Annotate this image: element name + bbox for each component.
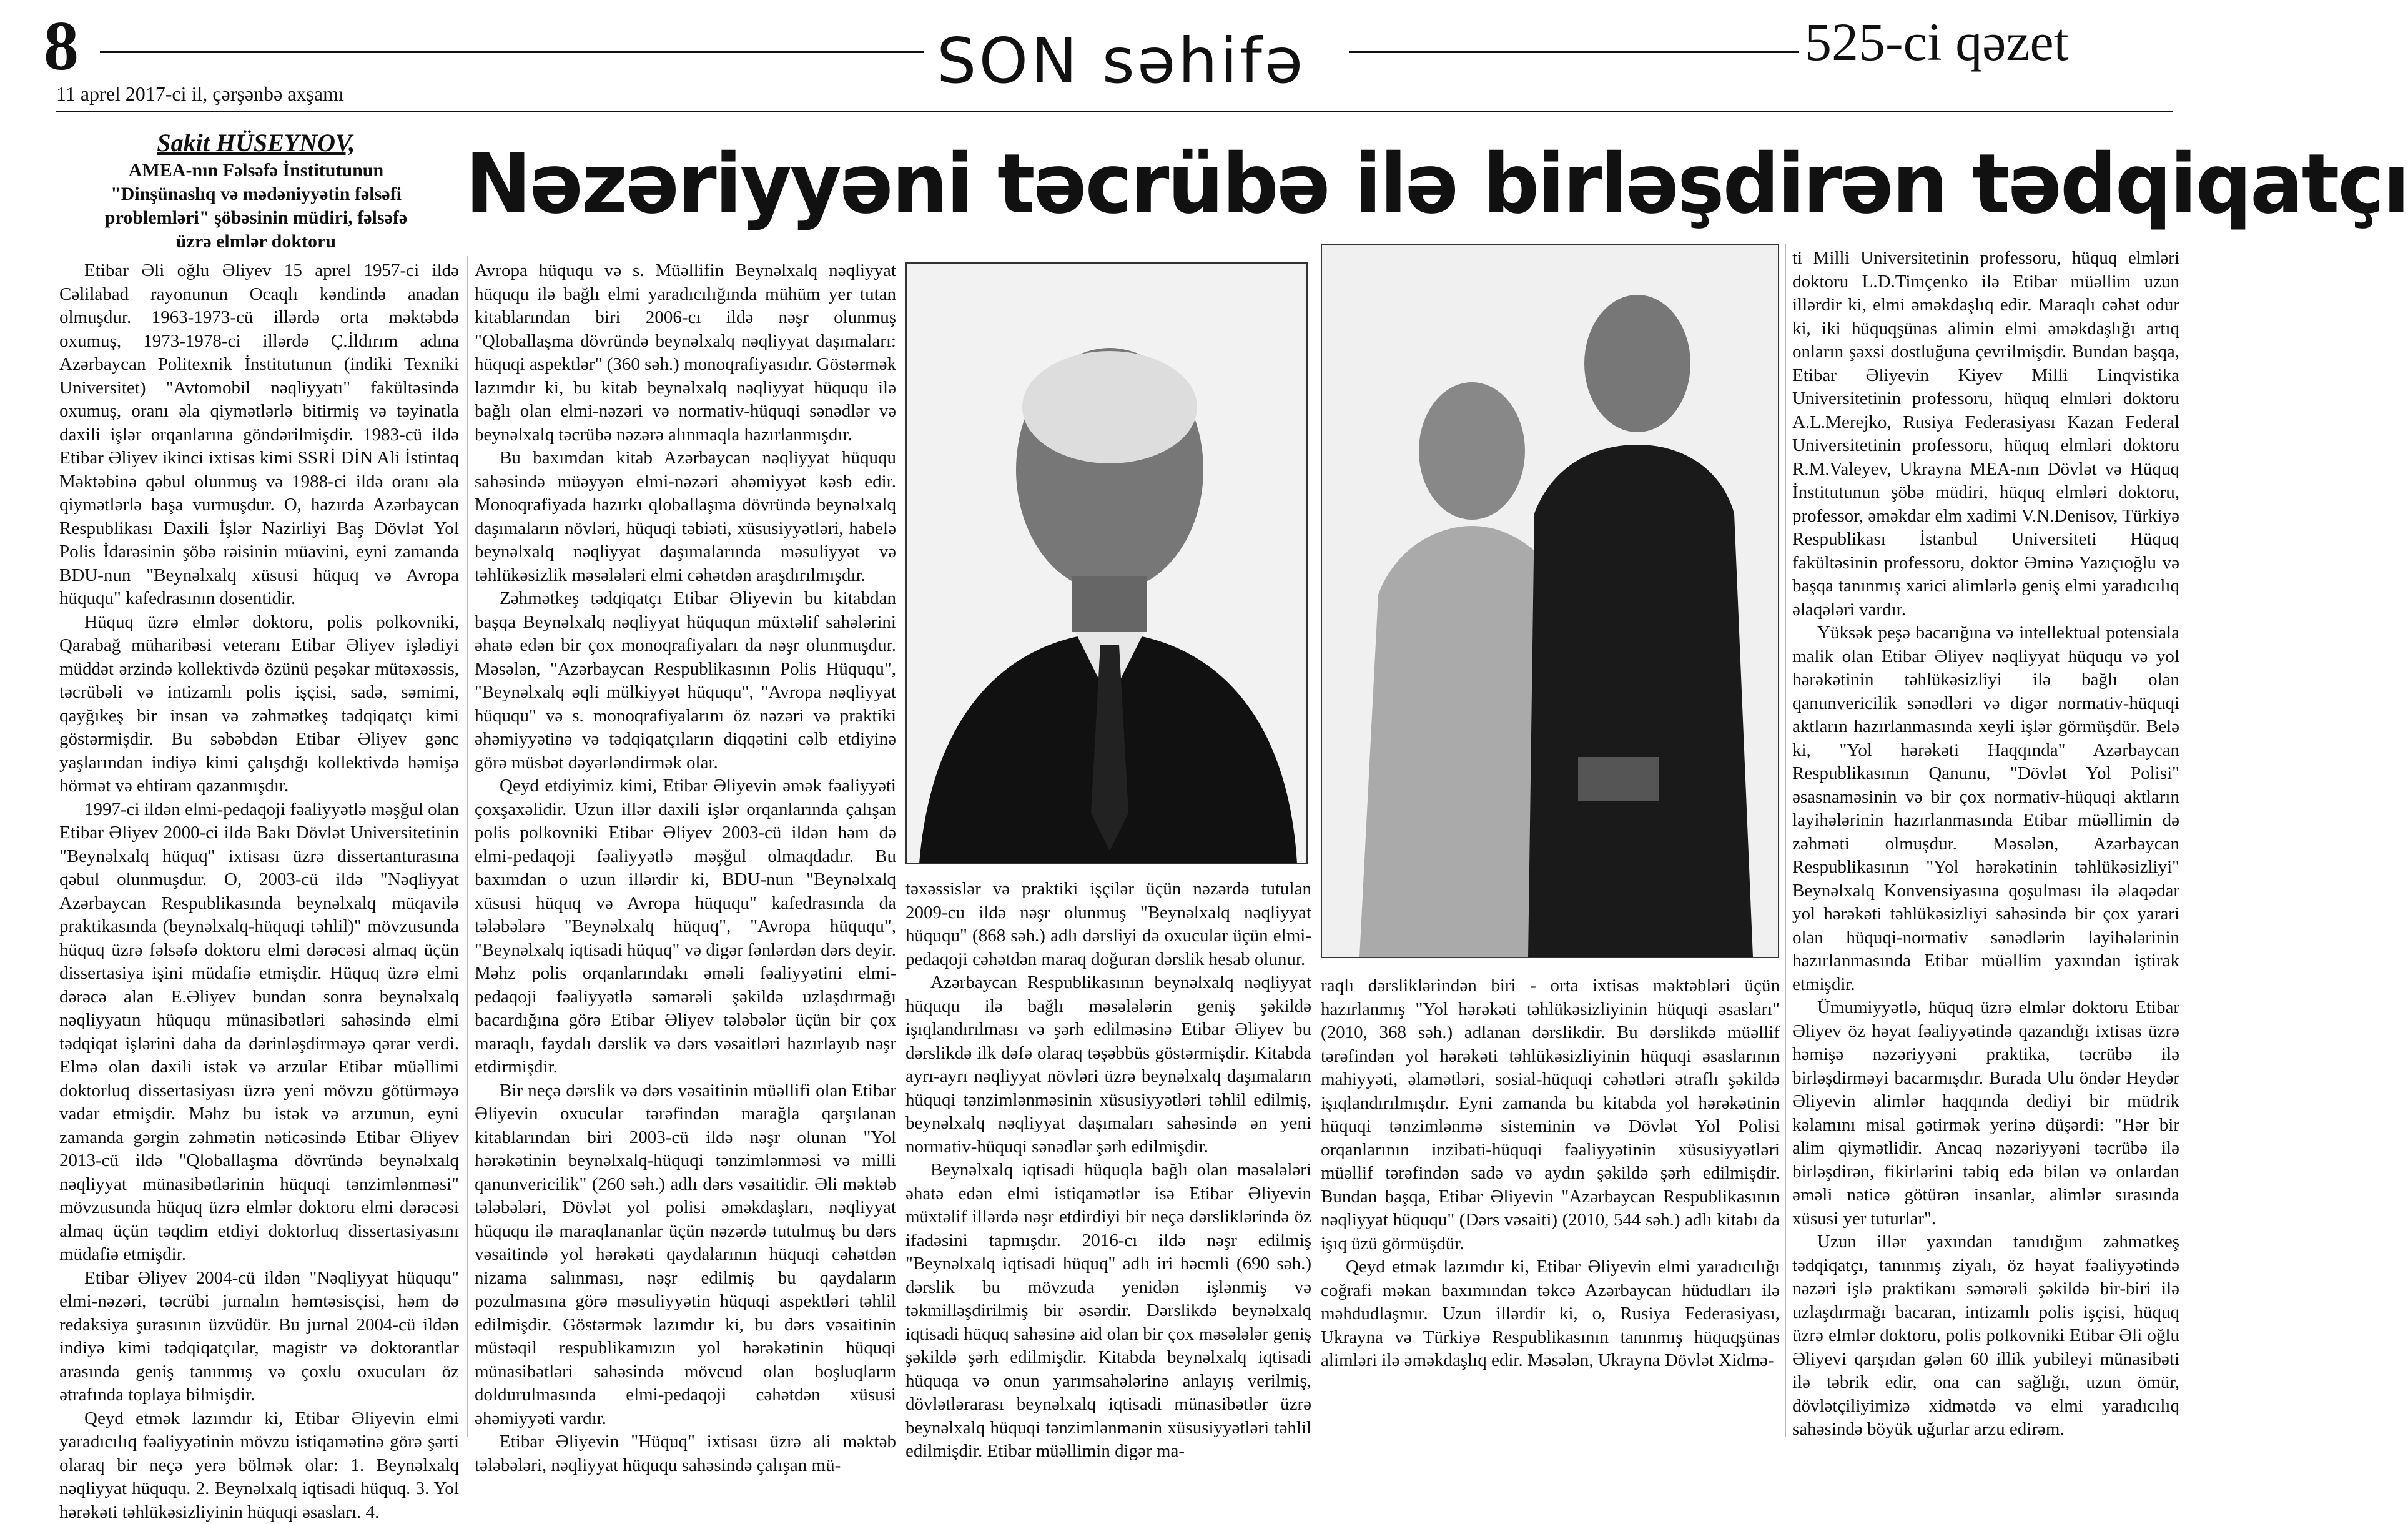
paragraph: Qeyd etmək lazımdır ki, Etibar Əliyevin elmi yaradıcılıq fəaliyyətinin mövzu istiqamətinə görə şərti olaraq bir neçə yerə bölmək olar: 1. Beynəlxalq nəqliyyat hüququ. 2. Beynəlxalq iqtisadi hüquq. 3. Yol hərəkəti təhlükəsizliyinin hüquqi əsasları. 4. [59, 1407, 459, 1524]
portrait-image [907, 264, 1306, 863]
column-divider [467, 256, 468, 1437]
paragraph: raqlı dərsliklərindən biri - orta ixtisas məktəbləri üçün hazırlanmış "Yol hərəkəti təhlükəsizliyinin hüquqi əsasları" (2010, 368 səh.) adlanan dərslikdir. Bu dərslikdə müəllif tərəfindən yol hərəkəti təhlükəsizliyinin hüquqi əsaslarının mahiyyəti, əlamətləri, sosial-hüquqi cəhətləri ətraflı şəkildə işıqlandırılmışdır. Eyni zamanda bu kitabda yol hərəkətinin hüquqi tənzimlənmə sisteminin və Dövlət Yol Polisi orqanlarının inzibati-hüquqi fəaliyyətinin xüsusiyyətləri müəllif tərəfindən sadə və aydın şəkildə şərh edilmişdir. Bundan başqa, Etibar Əliyevin "Azərbaycan Respublikasının nəqliyyat hüququ" (Dərs vəsaiti) (2010, 544 səh.) adlı kitabı da işıq üzü görmüşdür. [1321, 974, 1780, 1255]
page-number: 8 [44, 11, 79, 81]
header-rule [56, 111, 2173, 112]
paragraph: Etibar Əli oğlu Əliyev 15 aprel 1957-ci ildə Cəlilabad rayonunun Ocaqlı kəndində anadan olmuşdur. 1963-1973-cü illərdə orta məktəbdə oxumuş, 1973-1978-ci illərdə Ç.İldırım adına Azərbaycan Politexnik İnstitutunun (indiki Texniki Universitet) "Avtomobil nəqliyyatı" fakültəsində oxumuş, oranı əla qiymətlərlə bitirmiş və təyinatla daxili işlər orqanlarına göndərilmişdir. 1983-cü ildə Etibar Əliyev ikinci ixtisas kimi SSRİ DİN Ali İstintaq Məktəbinə qəbul olunmuş və 1988-ci ildə oranı əla qiymətlərlə başa vurmuşdur. O, hazırda Azərbaycan Respublikası Daxili İşlər Nazirliyi Baş Dövlət Yol Polis İdarəsinin şöbə rəisinin müavini, eyni zamanda BDU-nun "Beynəlxalq xüsusi hüquq və Avropa hüququ" kafedrasının dosentidir. [59, 259, 459, 611]
paragraph: Bu baxımdan kitab Azərbaycan nəqliyyat hüququ sahəsində müəyyən elmi-nəzəri əhəmiyyət kəsb edir. Monoqrafiyada hazırkı qloballaşma dövründə beynəlxalq daşımaların növləri, hüquqi təbiəti, xüsusiyyətləri, habelə beynəlxalq nəqliyyat daşımalarında məsuliyyət və təhlükəsizlik məsələləri elmi cəhətdən araşdırılmışdır. [475, 447, 896, 587]
paragraph: ti Milli Universitetinin professoru, hüquq elmləri doktoru L.D.Timçenko ilə Etibar müəllim uzun illərdir ki, elmi əməkdaşlıq edir. Maraqlı cəhət odur ki, iki hüquqşünas alimin elmi əməkdaşlığı artıq onların şəxsi dostluğuna çevrilmişdir. Bundan başqa, Etibar Əliyevin Kiyev Milli Linqvistika Universitetinin professoru, hüquq elmləri doktoru A.L.Merejko, Rusiya Federasiyası Kazan Federal Universitetinin professoru, hüquq elmləri doktoru R.M.Valeyev, Ukrayna MEA-nın Dövlət və Hüquq İnstitutunun şöbə müdiri, hüquq elmləri doktoru, professor, əməkdar elm xadimi V.N.Denisov, Türkiyə Respublikası İstanbul Universiteti Hüquq fakültəsinin professoru, doktor Əminə Yazıçıoğlu və başqa tanınmış xarici alimlərlə geniş elmi yaradıcılıq əlaqələri vardır. [1792, 247, 2179, 621]
masthead-rule-left [100, 51, 924, 53]
paragraph: Bir neçə dərslik və dərs vəsaitinin müəllifi olan Etibar Əliyevin oxucular tərəfindən marağla qarşılanan kitablarından biri 2003-cü ildə nəşr olunan "Yol hərəkətinin beynəlxalq-hüquqi tənzimlənməsi və milli qanunvericilik" (260 səh.) adlı dərs vəsaitidir. Əli məktəb tələbələri, Dövlət yol polisi əməkdaşları, nəqliyyat hüququ ilə maraqlananlar üçün nəzərdə tutulmuş bu dərs vəsaitində yol hərəkəti qaydalarının hüquqi cəhətdən nizama salınması, nəşr edilmiş bu qaydaların pozulmasına görə məsuliyyətin hüquqi aspektləri təhlil edilmişdir. Göstərmək lazımdır ki, bu dərs vəsaitinin müstəqil respublikamızın yol hərəkətinin hüquqi münasibətləri sahəsində mövcud olan boşluqların doldurulmasında elmi-pedaqoji cəhətdən xüsusi əhəmiyyəti vardır. [475, 1079, 896, 1431]
paragraph: Avropa hüququ və s. Müəllifin Beynəlxalq nəqliyyat hüququ ilə bağlı elmi yaradıcılığında mühüm yer tutan kitablarından biri 2006-cı ildə nəşr olunmuş "Qloballaşma dövründə beynəlxalq nəqliyyat daşımaları: hüquqi aspektlər" (360 səh.) monoqrafiyasıdır. Göstərmək lazımdır ki, bu kitab beynəlxalq nəqliyyat hüququ ilə bağlı olan elmi-nəzəri və normativ-hüquqi sənədlər və beynəlxalq təcrübə nəzərə alınmaqla hazırlanmışdır. [475, 259, 896, 447]
byline [94, 131, 418, 254]
paragraph: Azərbaycan Respublikasının beynəlxalq nəqliyyat hüququ ilə bağlı məsələlərin geniş şəkildə işıqlandırılması və şərh edilməsinə Etibar Əliyev bu dərslikdə ilk dəfə olaraq təşəbbüs göstərmişdir. Kitabda ayrı-ayrı nəqliyyat növləri üzrə beynəlxalq daşımaların hüquqi tənzimlənməsinin xüsusiyyətləri təhlil edilmiş, beynəlxalq nəqliyyat daşımaları sahəsində ən yeni normativ-hüquqi sənədlər şərh edilmişdir. [905, 971, 1311, 1159]
paragraph: Zəhmətkeş tədqiqatçı Etibar Əliyevin bu kitabdan başqa Beynəlxalq nəqliyyat hüququn müxtəlif sahələrini əhatə edən bir çox monoqrafiyaları da nəşr olunmuşdur. Məsələn, "Azərbaycan Respublikasının Polis Hüququ", "Beynəlxalq əqli mülkiyyət hüququ", "Avropa nəqliyyat hüququ" və s. monoqrafiyalarını öz nəzəri və praktiki əhəmiyyətinə və tədqiqatçıların diqqətini cəlb etdiyinə görə müsbət dəyərləndirmək olar. [475, 587, 896, 774]
paragraph: Hüquq üzrə elmlər doktoru, polis polkovniki, Qarabağ müharibəsi veteranı Etibar Əliyev işlədiyi müddət ərzində kollektivdə özünü peşəkar mütəxəssis, təcrübəli və intizamlı polis işçisi, sadə, səmimi, qayğıkeş bir insan və zəhmətkeş tədqiqatçı kimi göstərmişdir. Bu səbəbdən Etibar Əliyev gənc yaşlarından indiyə kimi çalışdığı kollektivdə həmişə hörmət və ehtiram qazanmışdır. [59, 611, 459, 798]
section-title: SON səhifə [937, 30, 1305, 92]
paragraph: Beynəlxalq iqtisadi hüquqla bağlı olan məsələləri əhatə edən elmi istiqamətlər isə Etibar Əliyevin müxtəlif illərdə nəşr etdirdiyi bir neçə dərsliklərində öz ifadəsini tapmışdır. 2016-cı ildə nəşr edilmiş "Beynəlxalq iqtisadi hüquq" adlı iri həcmli (690 səh.) dərslik bu mövzuda yenidən işlənmiş və təkmilləşdirilmiş bir əsərdir. Dərslikdə beynəlxalq iqtisadi hüquq sahəsinə aid olan bir çox məsələlər geniş şəkildə şərh edilmişdir. Kitabda beynəlxalq iqtisadi hüquqa və onun yarımsahələrinə anlayış verilmiş, dövlətlərarası beynəlxalq iqtisadi münasibətlər üzrə beynəlxalq hüquqi tənzimlənmənin xüsusiyyətləri təhlil edilmişdir. Etibar müəllimin digər ma- [905, 1159, 1311, 1463]
column-divider [1785, 244, 1786, 1437]
article-column-2 [475, 259, 896, 1477]
paragraph: Uzun illər yaxından tanıdığım zəhmətkeş tədqiqatçı, tanınmış ziyalı, öz həyat fəaliyyətində nəzəri işlə praktikanı səmərəli şəkildə bir-biri ilə uzlaşdırmağı bacaran, intizamlı polis işçisi, hüquq üzrə elmlər doktoru, polis polkovniki Etibar Əli oğlu Əliyevi qarşıdan gələn 60 illik yubileyi münasibəti ilə təbrik edir, ona can sağlığı, uzun ömür, dövlətçiliyimizə xidmətdə və elmi yaradıcılıq sahəsində böyük uğurlar arzu edirəm. [1792, 1230, 2179, 1442]
article-column-5 [1792, 247, 2179, 1442]
award-photo [1321, 244, 1779, 958]
award-image [1322, 245, 1778, 957]
portrait-photo [905, 262, 1308, 864]
paragraph: Qeyd etmək lazımdır ki, Etibar Əliyevin elmi yaradıcılığı coğrafi məkan baxımından təkcə Azərbaycan hüdudları ilə məhdudlaşmır. Uzun illərdir ki, o, Rusiya Federasiyası, Ukrayna və Türkiyə Respublikasının tanınmış hüquqşünas alimləri ilə əməkdaşlıq edir. Məsələn, Ukrayna Dövlət Xidmə- [1321, 1255, 1780, 1373]
paragraph: Qeyd etdiyimiz kimi, Etibar Əliyevin əmək fəaliyyəti çoxşaxəlidir. Uzun illər daxili işlər orqanlarında çalışan polis polkovniki Etibar Əliyev 2003-cü ildən həm də elmi-pedaqoji fəaliyyətlə məşğul olmaqdadır. Bu baxımdan o uzun illərdir ki, BDU-nun "Beynəlxalq xüsusi hüquq və Avropa hüququ" kafedrasında da tələbələrə "Beynəlxalq hüquq", "Avropa hüququ", "Beynəlxalq iqtisadi hüquq" və digər fənlərdən dərs deyir. Məhz polis orqanlarındakı əməli fəaliyyətini elmi-pedaqoji fəaliyyətlə səmərəli şəkildə uzlaşdırmağı bacardığına görə Etibar Əliyev tələbələr üçün bir çox maraqlı, faydalı dərslik və dərs vəsaitləri hazırlayıb nəşr etdirmişdir. [475, 774, 896, 1079]
article-column-1 [59, 259, 459, 1524]
masthead-rule-right [1349, 51, 1799, 53]
author-affiliation: AMEA-nın Fəlsəfə İnstitutunun "Dinşünaslıq və mədəniyyətin fəlsəfi problemləri" şöbəsinin müdiri, fəlsəfə üzrə elmlər doktoru [105, 160, 407, 252]
issue-date: 11 aprel 2017-ci il, çərşənbə axşamı [56, 82, 344, 106]
article-column-3 [905, 878, 1311, 1463]
paragraph: Yüksək peşə bacarığına və intellektual potensiala malik olan Etibar Əliyev nəqliyyat hüququ və yol hərəkətinin təhlükəsizliyi ilə bağlı olan qanunvericilik sənədləri və digər normativ-hüquqi aktların hazırlanmasında xeyli işlər görmüşdür. Belə ki, "Yol hərəkəti Haqqında" Azərbaycan Respublikasının Qanunu, "Dövlət Yol Polisi" əsasnaməsinin və bir çox normativ-hüquqi aktların layihələrinin hazırlanmasında Etibar müəllimin də zəhməti olmuşdur. Məsələn, Azərbaycan Respublikasının "Yol hərəkətinin təhlükəsizliyi" Beynəlxalq Konvensiyasına qoşulması ilə əlaqədar yol hərəkəti təhlükəsizliyi sahəsində bir çox yarari olan hüquqi-normativ sənədlərin layihələrinin hazırlanmasında Etibar müəllim yaxından iştirak etmişdir. [1792, 621, 2179, 996]
paragraph: təxəssislər və praktiki işçilər üçün nəzərdə tutulan 2009-cu ildə nəşr olunmuş "Beynəlxalq nəqliyyat hüququ" (868 səh.) adlı dərsliyi də oxucular üçün elmi-pedaqoji cəhətdən maraq doğuran dərslik hesab olunur. [905, 878, 1311, 971]
paragraph: Etibar Əliyevin "Hüquq" ixtisası üzrə ali məktəb tələbələri, nəqliyyat hüququ sahəsində çalışan mü- [475, 1430, 896, 1477]
newspaper-name: 525-ci qəzet [1805, 15, 2069, 69]
paragraph: 1997-ci ildən elmi-pedaqoji fəaliyyətlə məşğul olan Etibar Əliyev 2000-ci ildə Bakı Dövlət Universitetinin "Beynəlxalq hüquq" ixtisası üzrə dissertanturasına qəbul olunmuşdur. O, 2003-cü ildə "Nəqliyyat Azərbaycan Respublikasında beynəlxalq müqavilə praktikasında (beynəlxalq-hüquqi təhlil)" mövzusunda hüquq üzrə fəlsəfə doktoru elmi dərəcəsi almaq üçün dissertasiya işini müdafiə etmişdir. Hüquq üzrə elmi dərəcə alan E.Əliyev bundan sonra beynəlxalq nəqliyyatın hüququ münasibətləri sahəsində elmi tədqiqat işlərini daha da dərinləşdirməyə qərar verdi. Elmə olan daxili istək və arzular Etibar müəllimi doktorluq dissertasiyası üzrə yeni mövzu götürməyə vadar etmişdir. Məhz bu istək və arzunun, eyni zamanda gərgin zəhmətin nəticəsində Etibar Əliyev 2013-cü ildə "Qloballaşma dövründə beynəlxalq nəqliyyat münasibətlərinin hüquqi tənzimlənməsi" mövzusunda hüquq üzrə elmlər doktoru elmi dərəcəsi almaq üçün təqdim etdiyi doktorluq dissertasiyasını müdafiə etmişdir. [59, 798, 459, 1267]
article-column-4 [1321, 974, 1780, 1373]
paragraph: Ümumiyyətlə, hüquq üzrə elmlər doktoru Etibar Əliyev öz həyat fəaliyyətində qazandığı ixtisas üzrə həmişə nəzəriyyəni praktika, təcrübə ilə birləşdirməyi bacarmışdır. Burada Ulu öndər Heydər Əliyevin alimlər haqqında dediyi bir müdrik kəlamını misal gətirmək yerinə düşərdi: "Hər bir alim qiymətlidir. Ancaq nəzəriyyəni təcrübə ilə birləşdirən, fikirlərini təbiq edə bilən və onlardan əməli nəticə götürən insanlar, alimlər sırasında xüsusi yer tuturlar". [1792, 996, 2179, 1230]
author-name: Sakit HÜSEYNOV, [94, 131, 418, 155]
headline: Nəzəriyyəni təcrübə ilə birləşdirən tədqiqatçı [465, 131, 2096, 237]
paragraph: Etibar Əliyev 2004-cü ildən "Nəqliyyat hüququ" elmi-nəzəri, təcrübi jurnalın həmtəsisçisi, həm də redaksiya şurasının üzvüdür. Bu jurnal 2004-cü ildən indiyə kimi tədqiqatçılar, magistr və doktorantlar arasında geniş tanınmış və çoxlu oxucuları öz ətrafında toplaya bilmişdir. [59, 1267, 459, 1407]
